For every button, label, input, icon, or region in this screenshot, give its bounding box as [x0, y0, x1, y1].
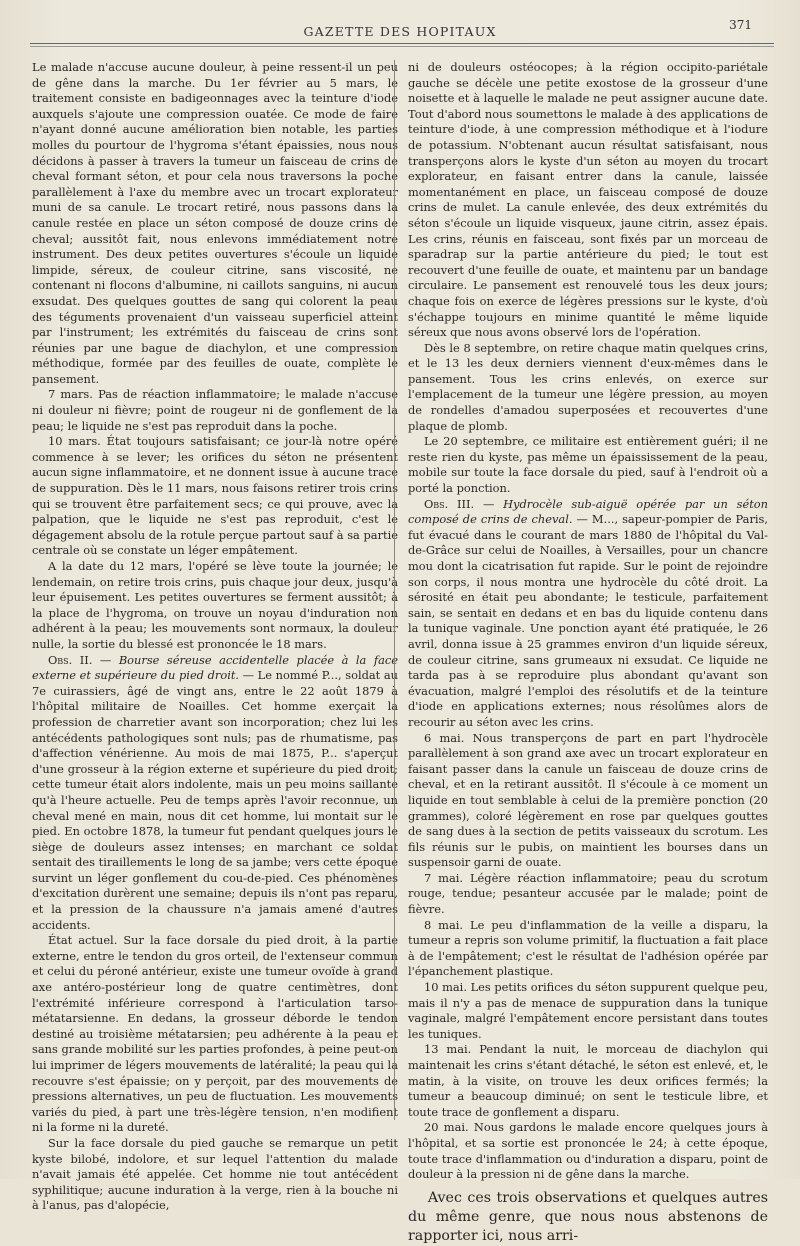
paragraph: ni de douleurs ostéocopes; à la région occipito-pariétale gauche se décèle une petite exostose de la grosseur d'une noisette et à laquelle le malade ne peut assigner aucune date. Tout d'abord nous soumettons le malade à des applications de teinture d'iode, à une compression méthodique et à l'iodure de potassium. N'obtenant aucun résultat satisfaisant, nous transperçons alors le kyste d'un séton au moyen du trocart explorateur, en faisant entrer dans la canule, laissée momentanément en place, un faisceau composé de douze crins de mulet. La canule enlevée, des deux extrémités du séton s'écoule un liquide visqueux, jaune citrin, assez épais. Les crins, réunis en faisceau, sont fixés par un morceau de sparadrap sur la partie antérieure du pied; le tout est recouvert d'une feuille de ouate, et maintenu par un bandage circulaire. Le pansement est renouvelé tous les deux jours; chaque fois on exerce de légères pressions sur le kyste, d'où s'échappe toujours en minime quantité le même liquide séreux que nous avons observé lors de l'opération.: [408, 60, 768, 340]
page-number: 371: [729, 18, 752, 32]
paragraph: 10 mars. État toujours satisfaisant; ce jour-là notre opéré commence à se lever; les orifices du séton ne présentent aucun signe inflammatoire, et ne donnent issue à aucune trace de suppuration. Dès le 11 mars, nous faisons retirer trois crins qui se trouvent être parfaitement secs; ce qui prouve, avec la palpation, que le liquide ne s'est pas reproduit, c'est le dégagement absolu de la rotule perçue partout sauf à sa partie centrale où se constate un léger empâtement.: [32, 434, 398, 558]
paragraph: Le malade n'accuse aucune douleur, à peine ressent-il un peu de gêne dans la marche. Du 1er février au 5 mars, le traitement consiste en badigeonnages avec la teinture d'iode auxquels s'ajoute une compression ouatée. Ce mode de faire n'ayant donné aucune amélioration bien notable, les parties molles du pourtour de l'hygroma s'étant épaissies, nous nous décidons à passer à travers la tumeur un faisceau de crins de cheval formant séton, et pour cela nous traversons la poche parallèlement à l'axe du membre avec un trocart explorateur muni de sa canule. Le trocart retiré, nous passons dans la canule restée en place un séton composé de douze crins de cheval; aussitôt fait, nous enlevons immédiatement notre instrument. Des deux petites ouvertures s'écoule un liquide limpide, séreux, de couleur citrine, sans viscosité, ne contenant ni flocons d'albumine, ni caillots sanguins, ni aucun exsudat. Des quelques gouttes de sang qui colorent la peau des téguments provenaient d'un vaisseau superficiel atteint par l'instrument; les extrémités du faisceau de crins sont réunies par une bague de diachylon, et une compression méthodique, formée par des feuilles de ouate, complète le pansement.: [32, 60, 398, 386]
column-divider: [394, 60, 395, 1120]
paragraph: 10 mai. Les petits orifices du séton suppurent quelque peu, mais il n'y a pas de menace de suppuration dans la tunique vaginale, malgré l'empâtement encore persistant dans toutes les tuniques.: [408, 980, 768, 1041]
paragraph: Dès le 8 septembre, on retire chaque matin quelques crins, et le 13 les deux derniers viennent d'eux-mêmes dans le pansement. Tous les crins enlevés, on exerce sur l'emplacement de la tumeur une légère pression, au moyen de rondelles d'amadou superposées et recouvertes d'une plaque de plomb.: [408, 340, 768, 433]
observation-text: — Le nommé P..., soldat au 7e cuirassiers, âgé de vingt ans, entre le 22 août 1879 à l'hôpital militaire de Noailles. Cet homme exerçait la profession de charretier avant son incorporation; chez lui les antécédents pathologiques sont nuls; pas de rhumatisme, pas d'affection vénérienne. Au mois de mai 1875, P... s'aperçut d'une grosseur à la région externe et supérieure du pied droit; cette tumeur était alors indolente, mais un peu moins saillante qu'à l'heure actuelle. Peu de temps après l'avoir reconnue, un cheval mené en main, nous dit cet homme, lui montait sur le pied. En octobre 1878, la tumeur fut pendant quelques jours le siège de douleurs assez intenses; en marchant ce soldat sentait des tiraillements le long de sa jambe; vers cette époque survint un léger gonflement du cou-de-pied. Ces phénomènes d'excitation durèrent une semaine; depuis ils n'ont pas reparu, et la pression de la chaussure n'a jamais amené d'autres accidents.: [32, 668, 398, 932]
journal-title: GAZETTE DES HOPITAUX: [303, 24, 497, 39]
paragraph: Le 20 septembre, ce militaire est entièrement guéri; il ne reste rien du kyste, pas même un épaississement de la peau, mobile sur toute la face dorsale du pied, sauf à l'endroit où a porté la ponction.: [408, 434, 768, 496]
paragraph: 8 mai. Le peu d'inflammation de la veille a disparu, la tumeur a repris son volume primitif, la fluctuation a fait place à de l'empâtement; c'est le résultat de l'adhésion opérée par l'épanchement plastique.: [408, 917, 768, 979]
header-rule: [30, 43, 774, 47]
right-column: [408, 60, 768, 1246]
observation-title: Bourse séreuse accidentelle placée à la face externe et supérieure du pied droit.: [32, 652, 398, 683]
paragraph: 6 mai. Nous transperçons de part en part l'hydrocèle parallèlement à son grand axe avec un trocart explorateur en faisant passer dans la canule un faisceau de douze crins de cheval, et en la retirant aussitôt. Il s'écoule à ce moment un liquide en tout semblable à celui de la première ponction (20 grammes), coloré légèrement en rose par quelques gouttes de sang dues à la section de petits vaisseaux du scrotum. Les fils réunis sur le pubis, on maintient les bourses dans un suspensoir garni de ouate.: [408, 730, 768, 870]
observation-title: Hydrocèle sub-aiguë opérée par un séton composé de crins de cheval.: [408, 496, 768, 527]
closing-paragraph: Avec ces trois observations et quelques autres du même genre, que nous nous abstenons de rapporter ici, nous arri-: [408, 1189, 768, 1244]
observation-2: [32, 653, 398, 934]
paragraph: État actuel. Sur la face dorsale du pied droit, à la partie externe, entre le tendon du gros orteil, de l'extenseur commun et celui du péroné antérieur, existe une tumeur ovoïde à grand axe antéro-postérieur long de quatre centimètres, dont l'extrémité inférieure correspond à l'articulation tarso-métatarsienne. En dedans, la grosseur déborde le tendon destiné au troisième métatarsien; peu adhérente à la peau et sans grande mobilité sur les parties profondes, à peine peut-on lui imprimer de légers mouvements de latéralité; la peau qui la recouvre s'est épaissie; on y perçoit, par des mouvements de pressions alternatives, un peu de fluctuation. Les mouvements variés du pied, à part une très-légère tension, n'en modifient ni la forme ni la dureté.: [32, 933, 398, 1135]
paragraph: Sur la face dorsale du pied gauche se remarque un petit kyste bilobé, indolore, et sur lequel l'attention du malade n'avait jamais été appelée. Cet homme nie tout antécédent syphilitique; aucune induration à la verge, rien à la bouche ni à l'anus, pas d'alopécie,: [32, 1135, 398, 1213]
observation-3: [408, 497, 768, 731]
paragraph: 7 mars. Pas de réaction inflammatoire; le malade n'accuse ni douleur ni fièvre; point de rougeur ni de gonflement de la peau; le liquide ne s'est pas reproduit dans la poche.: [32, 387, 398, 433]
observation-text: — M..., sapeur-pompier de Paris, fut évacué dans le courant de mars 1880 de l'hôpital du Val-de-Grâce sur celui de Noailles, à Versailles, pour un chancre mou dont la cicatrisation fut rapide. Sur le point de rejoindre son corps, il nous montra une hydrocèle du côté droit. La sérosité en était peu abondante; le testicule, parfaitement sain, se sentait en dedans et en bas du liquide contenu dans la tunique vaginale. Une ponction ayant été pratiquée, le 26 avril, donna issue à 25 grammes environ d'un liquide séreux, de couleur citrine, sans grumeaux ni exsudat. Ce liquide ne tarda pas à se reproduire plus abondant qu'avant son évacuation, malgré l'emploi des résolutifs et de la teinture d'iode en applications externes; nous résolûmes alors de recourir au séton avec les crins.: [408, 512, 769, 729]
observation-label: Obs. II. —: [47, 652, 112, 667]
paragraph: A la date du 12 mars, l'opéré se lève toute la journée; le lendemain, on retire trois crins, puis chaque jour deux, jusqu'à leur épuisement. Les petites ouvertures se ferment aussitôt; à la place de l'hygroma, on trouve un noyau d'induration non adhérent à la peau; les mouvements sont normaux, la douleur nulle, la sortie du blessé est prononcée le 18 mars.: [32, 559, 398, 651]
paragraph: 7 mai. Légère réaction inflammatoire; peau du scrotum rouge, tendue; pesanteur accusée par le malade; point de fièvre.: [408, 870, 768, 917]
observation-label: Obs. III. —: [423, 496, 495, 511]
paragraph: 13 mai. Pendant la nuit, le morceau de diachylon qui maintenait les crins s'étant détaché, le séton est enlevé, et, le matin, à la visite, on trouve les deux orifices fermés; la tumeur a beaucoup diminué; on sent le testicule libre, et toute trace de gonflement a disparu.: [408, 1042, 768, 1119]
left-column: [32, 60, 398, 1214]
paragraph: 20 mai. Nous gardons le malade encore quelques jours à l'hôpital, et sa sortie est prononcée le 24; à cette époque, toute trace d'inflammation ou d'induration a disparu, point de douleur à la pression ni de gêne dans la marche.: [408, 1120, 768, 1182]
